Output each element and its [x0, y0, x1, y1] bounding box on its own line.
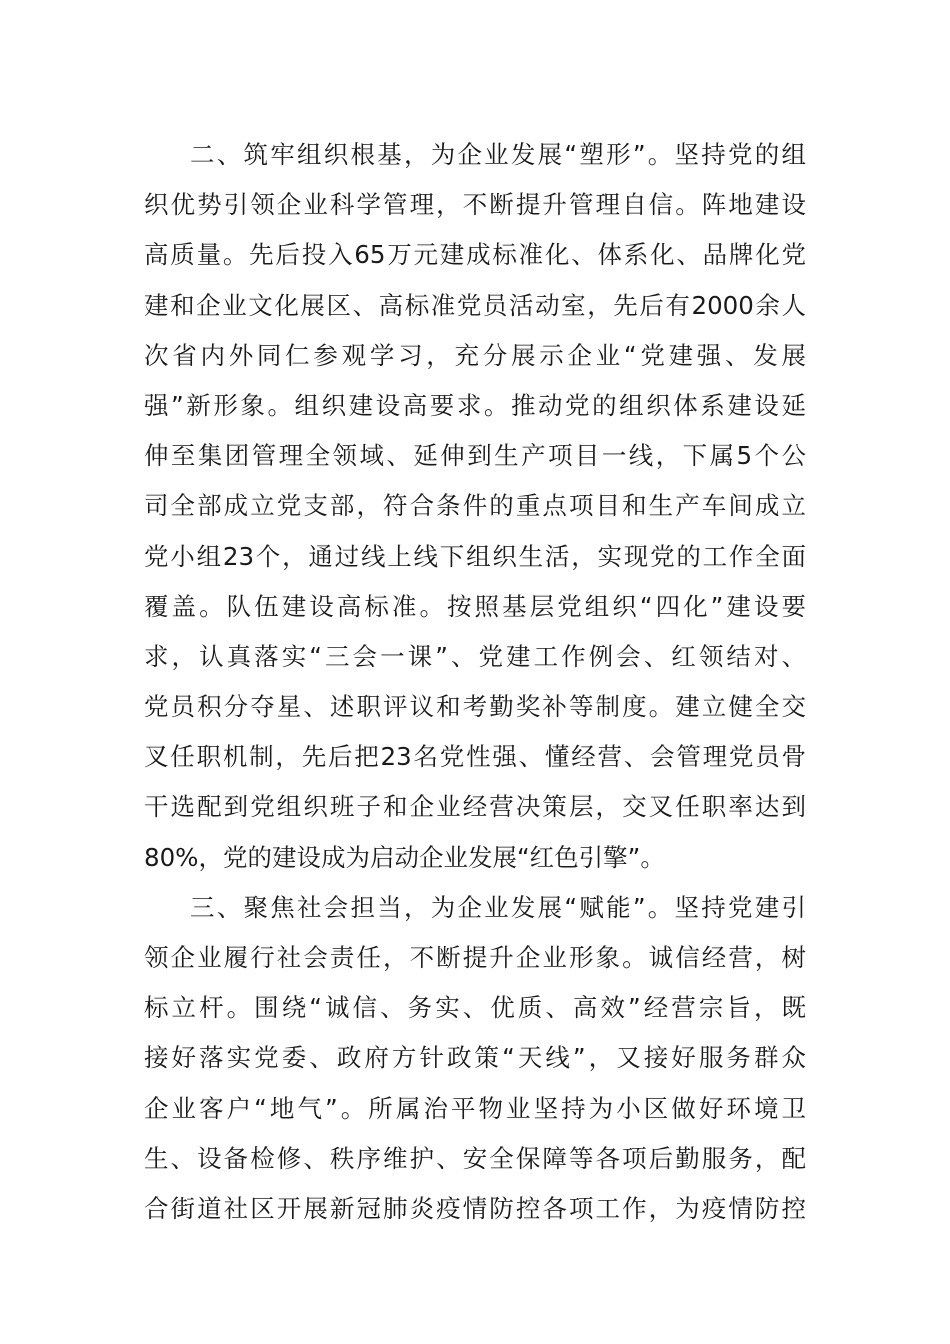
text-line: 党员积分夺星、述职评议和考勤奖补等制度。建立健全交 [144, 692, 806, 722]
text-line: 二、筑牢组织根基，为企业发展“塑形”。坚持党的组 [190, 140, 806, 169]
text-line: 建和企业文化展区、高标准党员活动室，先后有2000余人 [144, 290, 806, 320]
text-line: 领企业履行社会责任，不断提升企业形象。诚信经营，树 [144, 943, 806, 972]
paragraph-2 [144, 130, 806, 883]
document-body [144, 130, 806, 1234]
text-line: 伸至集团管理全领域、延伸到生产项目一线，下属5个公 [144, 441, 806, 471]
text-line: 三、聚焦社会担当，为企业发展“赋能”。坚持党建引 [190, 892, 806, 922]
text-line: 生、设备检修、秩序维护、安全保障等各项后勤服务，配 [144, 1143, 806, 1173]
text-line: 求，认真落实“三会一课”、党建工作例会、红领结对、 [144, 641, 806, 671]
text-line: 接好落实党委、政府方针政策“天线”，又接好服务群众 [144, 1043, 806, 1073]
text-line: 织优势引领企业科学管理，不断提升管理自信。阵地建设 [144, 190, 806, 220]
text-line: 叉任职机制，先后把23名党性强、懂经营、会管理党员骨 [144, 742, 806, 772]
text-line: 企业客户“地气”。所属治平物业坚持为小区做好环境卫 [144, 1093, 806, 1123]
text-line: 80%，党的建设成为启动企业发展“红色引擎”。 [144, 842, 665, 872]
text-line: 司全部成立党支部，符合条件的重点项目和生产车间成立 [144, 491, 806, 521]
paragraph-3 [144, 883, 806, 1234]
text-line: 高质量。先后投入65万元建成标准化、体系化、品牌化党 [144, 240, 806, 270]
text-line: 干选配到党组织班子和企业经营决策层，交叉任职率达到 [144, 792, 806, 822]
text-line: 党小组23个，通过线上线下组织生活，实现党的工作全面 [144, 541, 806, 571]
text-line: 合街道社区开展新冠肺炎疫情防控各项工作，为疫情防控 [144, 1193, 806, 1223]
text-line: 标立杆。围绕“诚信、务实、优质、高效”经营宗旨，既 [144, 993, 806, 1023]
text-line: 强”新形象。组织建设高要求。推动党的组织体系建设延 [144, 390, 806, 420]
text-line: 次省内外同仁参观学习，充分展示企业“党建强、发展 [144, 340, 806, 370]
text-line: 覆盖。队伍建设高标准。按照基层党组织“四化”建设要 [144, 591, 806, 621]
